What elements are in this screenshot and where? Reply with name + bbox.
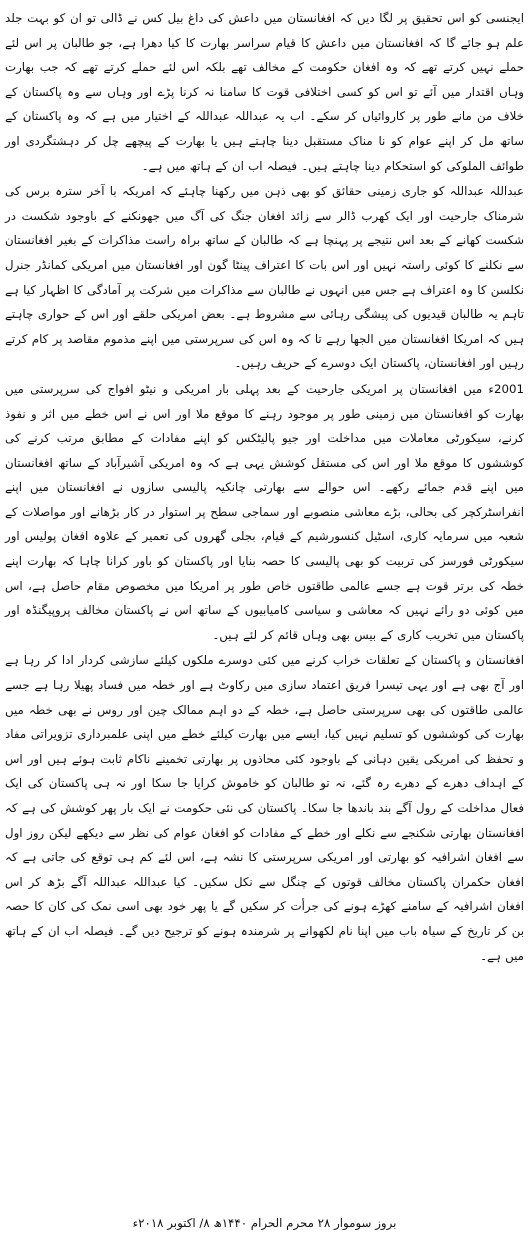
article-dateline: بروز سوموار ۲۸ محرم الحرام ۱۴۴۰ھ ۸/ اکتوبر ۲۰۱۸ء [132, 1216, 397, 1230]
article-paragraph-1: ایجنسی کو اس تحقیق پر لگا دیں کہ افغانستان میں داعش کی داغ بیل کس نے ڈالی تو ان کو بہت جلد علم ہو جائے گا کہ افغانستان میں داعش کا قیام سراسر بھارت کا کیا دھرا ہے، جو طالبان پر اس لئے حملے نہیں کرتے تھے کہ وہ افغان حکومت کے مخالف تھے بلکہ اس لئے حملے کرتے تھے کہ جب بھارت وہاں اقتدار میں آئے تو اس کو کسی اختلافی قوت کا سامنا نہ کرنا پڑے اور وہاں سے وہ پاکستان کے خلاف من مانے طور پر کاروائیاں کر سکے۔ اب یہ عبداللہ عبداللہ کے اختیار میں ہے کہ وہ پاکستان کے ساتھ مل کر اپنے عوام کو نا مناک مستقبل دینا چاہتے ہیں یا بھارت کے پیچھے چل کر دہشتگردی اور طوائف الملوکی کو استحکام دینا چاہتے ہیں۔ فیصلہ اب ان کے ہاتھ میں ہے۔ [5, 11, 524, 173]
article-paragraph-3: 2001ء میں افغانستان پر امریکی جارحیت کے بعد پہلی بار امریکی و نیٹو افواج کی سرپرستی میں بھارت کو افغانستان میں زمینی طور پر موجود رہنے کا موقع ملا اور اس نے اس خطے میں اثر و نفوذ کرنے، سیکورٹی معاملات میں مداخلت اور جیو پالیٹکس کو اپنے مفادات کے مطابق مرتب کرنے کی کوششوں کا موقع ملا اور اس کی مستقل کوشش یہی ہے کہ وہ امریکی آشیرآباد کے ساتھ افغانستان میں اپنے قدم جمائے رکھے۔ اس حوالے سے بھارتی چانکیہ پالیسی سازوں نے افغانستان میں اپنے انفراسٹرکچر کی بحالی، بڑے معاشی منصوبے اور سماجی سطح پر استوار در کار بڑھانے اور مواصلات کے شعبہ میں سرمایہ کاری، اسٹیل کنسورشیم کے قیام، بجلی گھروں کی تعمیر کے علاوہ افغان پولیس اور سیکورٹی فورسز کی تربیت کو بھی پالیسی کا حصہ بنایا اور پاکستان کو باور کرانا چاہا کہ بھارت اپنے خطہ کی برتر قوت ہے جسے عالمی طاقتوں خاص طور پر امریکا میں مخصوص مقام حاصل ہے، اس میں کوئی دو رائے نہیں کہ معاشی و سیاسی کامیابیوں کے ساتھ اس نے پاکستان مخالف پروپیگنڈہ اور پاکستان میں تخریب کاری کے بیس بھی وہاں قائم کر لئے ہیں۔ [5, 381, 524, 642]
article-paragraph-4: افغانستان و پاکستان کے تعلقات خراب کرنے میں کئی دوسرے ملکوں کیلئے سازشی کردار ادا کر رہا ہے اور آج بھی ہے اور یہی تیسرا فریق اعتماد سازی میں رکاوٹ ہے اور خطہ میں فساد پھیلا رہا ہے جسے عالمی طاقتوں کی بھی سرپرستی حاصل ہے، خطہ کے دو اہم ممالک چین اور روس نے بھی خطہ میں بھارت کی کوششوں کو تسلیم نہیں کیا، ایسے میں بھارت کیلئے خطے میں اپنی علمبرداری تزویراتی مفاد و تحفظ کی امریکی یقین دہانی کے باوجود کئی محاذوں پر بھارتی تخمینے ناکام ثابت ہوئے ہیں اور اس کے اہداف دھرے کے دھرے رہ گئے، نہ تو طالبان کو خاموش کرایا جا سکا اور نہ ہی پاکستان کی ایک فعال مداخلت کے رول آگے بند باندھا جا سکا۔ پاکستان کی نئی حکومت نے ایک بار پھر کوشش کی ہے کہ افغانستان بھارتی شکنجے سے نکلے اور خطے کے مفادات کو افغان عوام کی نظر سے دیکھے لیکن روز اول سے افغان اشرافیہ کو بھارتی اور امریکی سرپرستی کا نشہ ہے، اس لئے کم ہی توقع کی جاتی ہے کہ افغان حکمران پاکستان مخالف قوتوں کے چنگل سے نکل سکیں۔ کیا عبداللہ عبداللہ آگے بڑھ کر اس افغان اشرافیہ کے سامنے کھڑے ہونے کی جرأت کر سکیں گے یا پھر خود بھی اسی نمک کی کان کا حصہ بن کر تاریخ کے سیاہ باب میں اپنا نام لکھوانے پر شرمندہ ہونے کو ترجیح دیں گے۔ فیصلہ اب ان کے ہاتھ میں ہے۔ [5, 653, 524, 963]
article-paragraph-2: عبداللہ عبداللہ کو جاری زمینی حقائق کو بھی ذہن میں رکھنا چاہئے کہ امریکہ با آخر سترہ برس کی شرمناک جارحیت اور ایک کھرب ڈالر سے زائد افغان جنگ کی آگ میں جھونکنے کے باوجود شکست در شکست کھانے کے بعد اس نتیجے پر پہنچا ہے کہ طالبان کے ساتھ براہ راست مذاکرات کے بغیر افغانستان سے نکلنے کا کوئی راستہ نہیں اور اس بات کا اعتراف پینٹا گون اور افغانستان میں امریکی کمانڈر جنرل نکلسن کا وہ اعتراف ہے جس میں انہوں نے طالبان سے مذاکرات میں شرکت پر آمادگی کا اظہار کیا ہے تاہم یہ طالبان قیدیوں کی پیشگی رہائی سے مشروط ہے۔ بعض امریکی حلقے اور اس کے حواری چاہتے ہیں کہ امریکا افغانستان میں الجھا رہے تا کہ وہ اس کی سرپرستی میں اپنے مذموم مقاصد پر کام کرتے رہیں اور افغانستان، پاکستان ایک دوسرے کے حریف رہیں۔ [5, 184, 524, 371]
article-body [5, 6, 524, 968]
